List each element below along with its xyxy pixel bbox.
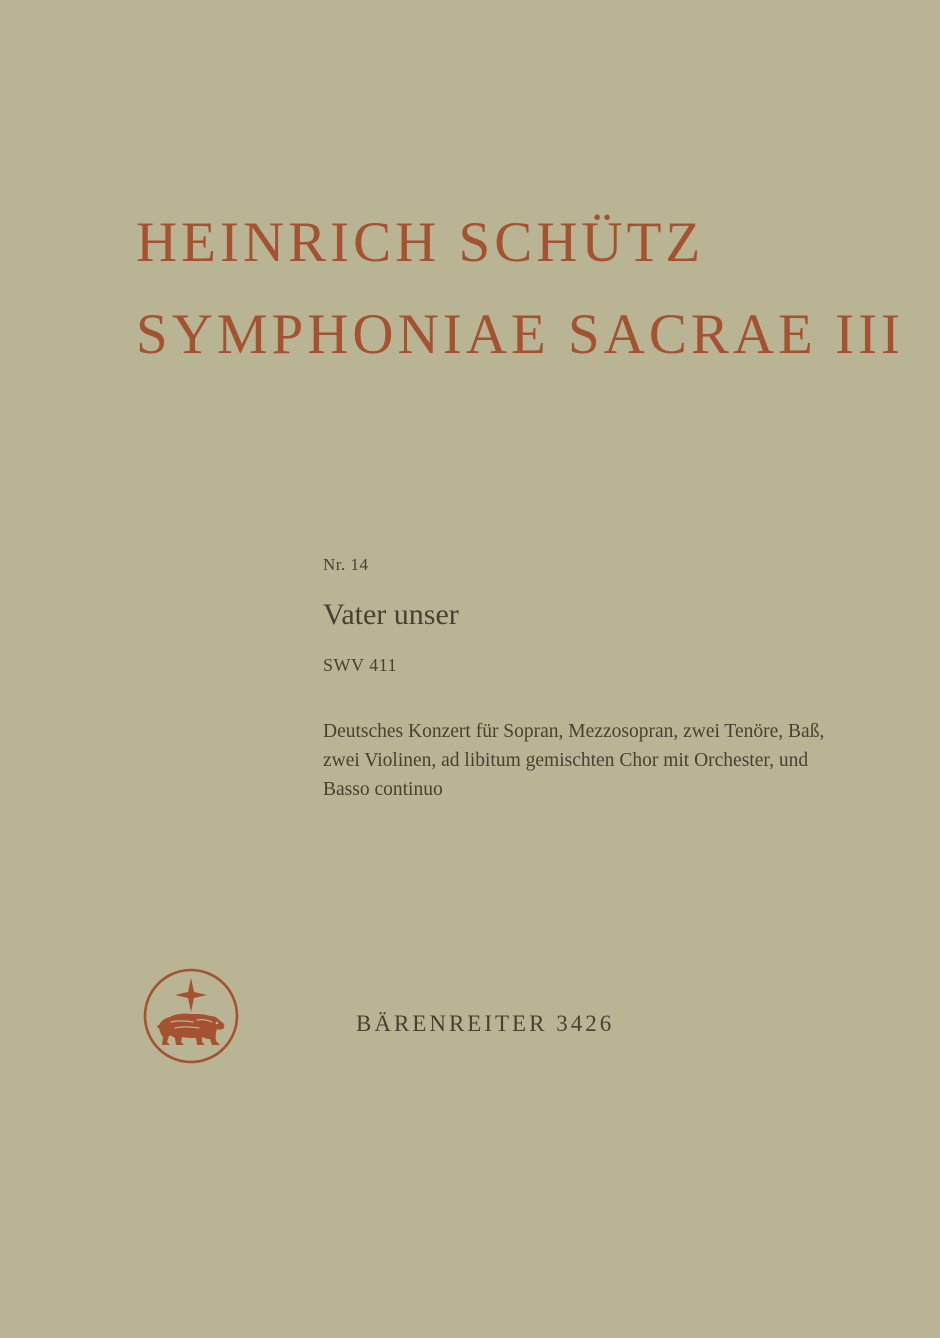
- scoring-line: Basso continuo: [323, 779, 443, 800]
- bear-star-icon: [141, 966, 241, 1066]
- catalog-number: SWV 411: [323, 655, 398, 675]
- scoring-description: [323, 717, 883, 804]
- work-title: Vater unser: [323, 598, 459, 631]
- work-number: Nr. 14: [323, 555, 369, 574]
- scoring-line: zwei Violinen, ad libitum gemischten Chor mit Orchester, und: [323, 750, 809, 771]
- publisher-logo-icon: [141, 966, 241, 1066]
- composer-name: HEINRICH SCHÜTZ: [136, 211, 705, 274]
- collection-title: SYMPHONIAE SACRAE III: [136, 303, 905, 366]
- publisher-catalog: BÄRENREITER 3426: [356, 1011, 615, 1036]
- scoring-line: Deutsches Konzert für Sopran, Mezzosopran, zwei Tenöre, Baß,: [323, 721, 825, 742]
